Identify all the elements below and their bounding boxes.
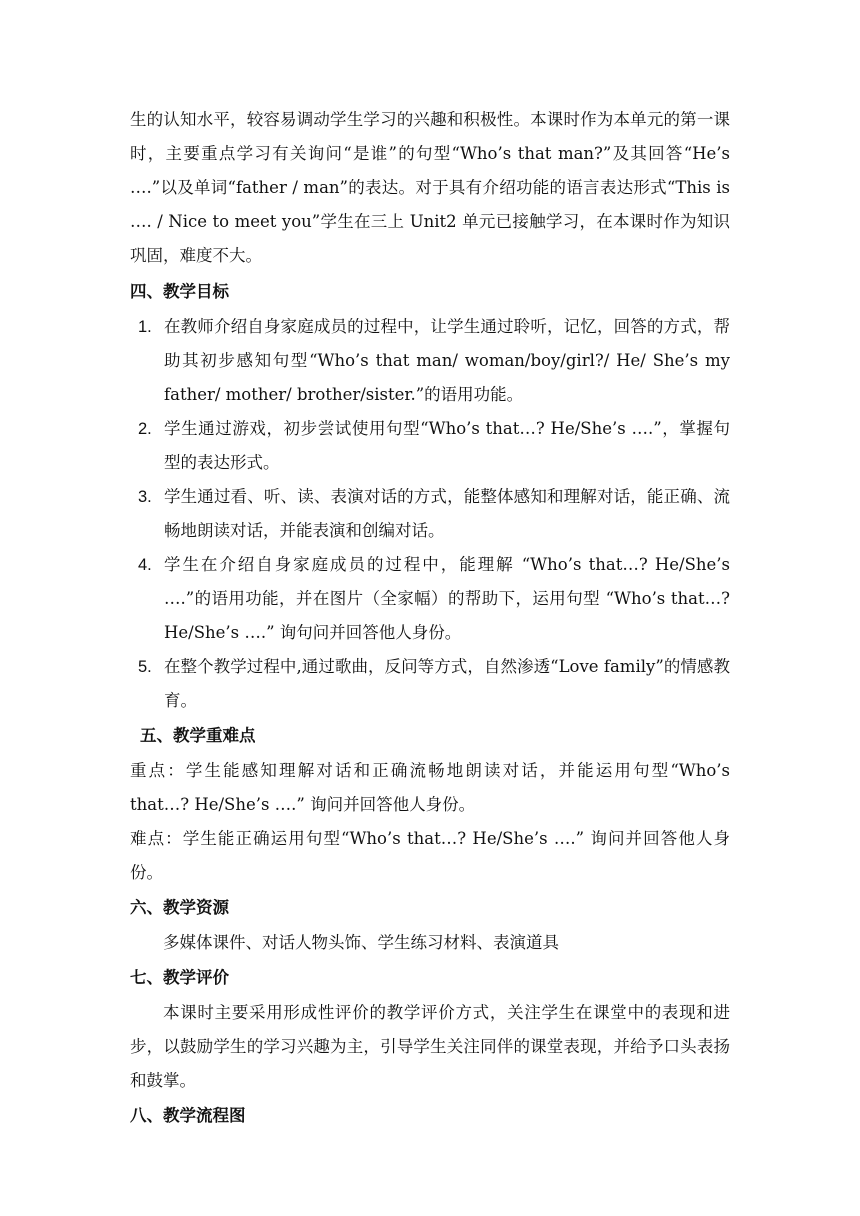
section-title-key-difficult-points: 五、教学重难点 xyxy=(140,726,256,745)
list-item-number: 4. xyxy=(138,556,152,574)
document-page xyxy=(130,103,730,1134)
section-title-teaching-goals: 四、教学目标 xyxy=(130,282,229,301)
list-item-text: 在整个教学过程中,通过歌曲，反问等方式，自然渗透“Love family”的情感教育。 xyxy=(164,657,730,710)
list-item-text: 学生通过游戏，初步尝试使用句型“Who’s that…? He/She’s ….”，掌握句型的表达形式。 xyxy=(164,419,730,472)
list-item xyxy=(130,650,730,718)
list-item-number: 1. xyxy=(138,318,152,336)
list-item-text: 在教师介绍自身家庭成员的过程中，让学生通过聆听，记忆，回答的方式，帮助其初步感知句型“Who’s that man/ woman/boy/girl?/ He/ She’s my father/ mother/ brother/sister.”的语用功能。 xyxy=(164,317,730,404)
teaching-goals-list xyxy=(130,310,730,718)
list-item-text: 学生通过看、听、读、表演对话的方式，能整体感知和理解对话，能正确、流畅地朗读对话，并能表演和创编对话。 xyxy=(164,487,730,540)
list-item xyxy=(130,480,730,548)
key-point-paragraph: 重点：学生能感知理解对话和正确流畅地朗读对话，并能运用句型“Who’s that…? He/She’s ….” 询问并回答他人身份。 xyxy=(130,761,730,814)
list-item-number: 2. xyxy=(138,420,152,438)
intro-paragraph: 生的认知水平，较容易调动学生学习的兴趣和积极性。本课时作为本单元的第一课时，主要重点学习有关询问“是谁”的句型“Who’s that man?”及其回答“He’s ….”以及单词“father / man”的表达。对于具有介绍功能的语言表达形式“This is …. / Nice to meet you”学生在三上 Unit2 单元已接触学习，在本课时作为知识巩固，难度不大。 xyxy=(130,110,730,265)
section-title-teaching-flowchart: 八、教学流程图 xyxy=(130,1106,246,1125)
list-item xyxy=(130,310,730,412)
list-item xyxy=(130,548,730,650)
section-title-teaching-evaluation: 七、教学评价 xyxy=(130,968,229,987)
teaching-resources-text: 多媒体课件、对话人物头饰、学生练习材料、表演道具 xyxy=(163,933,559,952)
teaching-evaluation-text: 本课时主要采用形成性评价的教学评价方式，关注学生在课堂中的表现和进步，以鼓励学生的学习兴趣为主，引导学生关注同伴的课堂表现，并给予口头表扬和鼓掌。 xyxy=(130,1003,730,1090)
difficult-point-paragraph: 难点：学生能正确运用句型“Who’s that…? He/She’s ….” 询问并回答他人身份。 xyxy=(130,829,730,882)
list-item xyxy=(130,412,730,480)
list-item-number: 5. xyxy=(138,658,152,676)
list-item-number: 3. xyxy=(138,488,152,506)
section-title-teaching-resources: 六、教学资源 xyxy=(130,898,229,917)
list-item-text: 学生在介绍自身家庭成员的过程中，能理解 “Who’s that…? He/She’s ….”的语用功能，并在图片（全家幅）的帮助下，运用句型 “Who’s that…? He/She’s ….” 询句问并回答他人身份。 xyxy=(164,555,730,642)
